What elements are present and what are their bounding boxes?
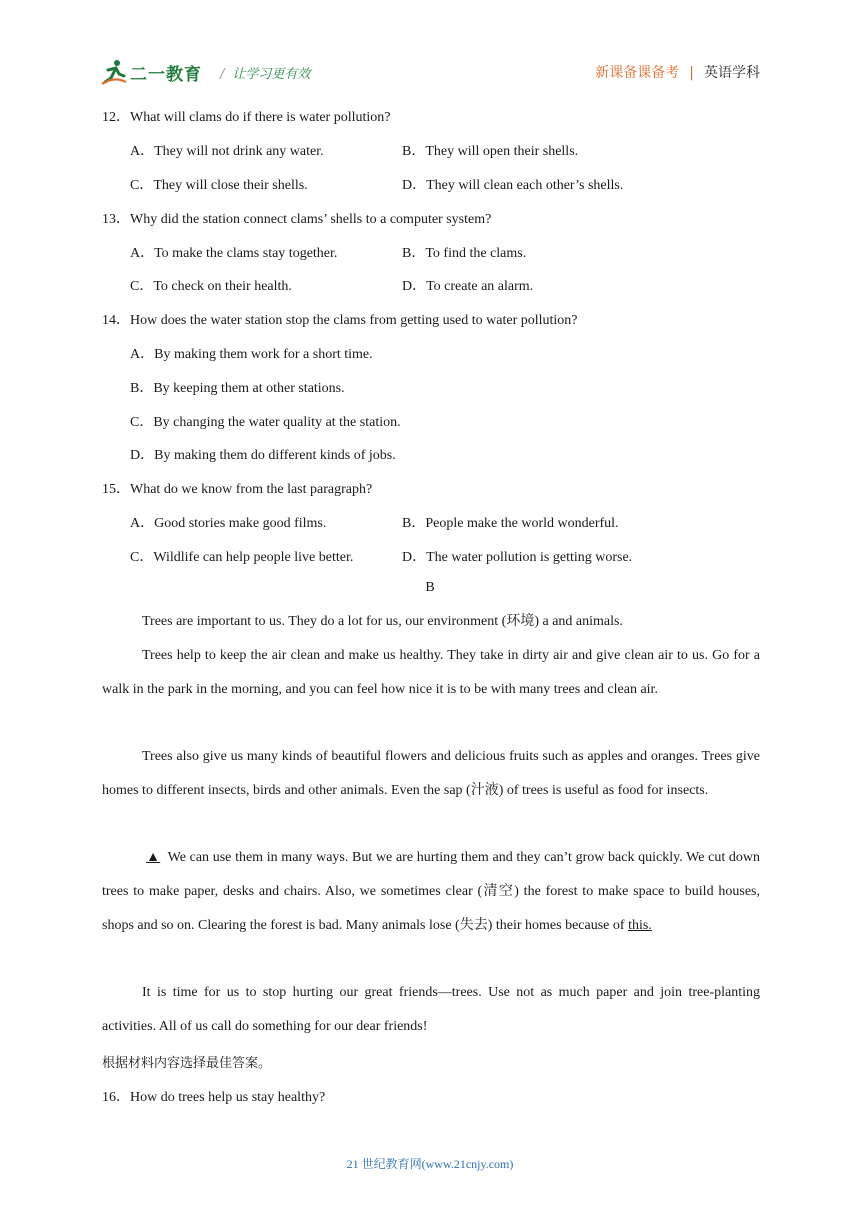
paragraph-text: Trees also give us many kinds of beautiful flowers and delicious fruits such as apples and oranges. Trees give homes to different insects, birds and other animals. Even the sap (汁液) of trees is useful as food for insects. bbox=[102, 749, 760, 798]
option-15b: B．People make the world wonderful. bbox=[402, 516, 619, 531]
question-text: What do we know from the last paragraph? bbox=[130, 482, 373, 497]
option-13c: C．To check on their health. bbox=[130, 279, 292, 294]
option-12d: D．They will clean each other’s shells. bbox=[402, 178, 624, 193]
question-16 bbox=[102, 1086, 325, 1106]
option-12b: B．They will open their shells. bbox=[402, 144, 579, 159]
footer-site: 21 世纪教育网(www.21cnjy.com) bbox=[346, 1157, 514, 1171]
header-course-info bbox=[595, 62, 760, 82]
question-12 bbox=[102, 106, 390, 126]
option-15d: D．The water pollution is getting worse. bbox=[402, 550, 633, 565]
question-text: Why did the station connect clams’ shells to a computer system? bbox=[130, 212, 492, 227]
option-14d: D．By making them do different kinds of jobs. bbox=[130, 448, 396, 463]
option-12c: C．They will close their shells. bbox=[130, 178, 308, 193]
runner-logo-icon bbox=[100, 58, 128, 86]
slogan-slash: / bbox=[220, 67, 225, 82]
passage-paragraph-1 bbox=[102, 605, 760, 639]
slogan-text: 让学习更有效 bbox=[232, 67, 311, 82]
question-number: 14． bbox=[102, 313, 130, 328]
question-text: How do trees help us stay healthy? bbox=[130, 1090, 326, 1105]
question-13 bbox=[102, 208, 491, 228]
question-text: How does the water station stop the clams from getting used to water pollution? bbox=[130, 313, 578, 328]
passage-paragraph-5 bbox=[102, 976, 760, 1044]
option-14b: B．By keeping them at other stations. bbox=[130, 381, 345, 396]
passage-paragraph-4 bbox=[102, 841, 760, 942]
option-15a: A．Good stories make good films. bbox=[130, 516, 327, 531]
header-separator: | bbox=[689, 65, 694, 81]
question-number: 13． bbox=[102, 212, 130, 227]
logo-text: 二一教育 bbox=[130, 64, 202, 85]
option-13a: A．To make the clams stay together. bbox=[130, 246, 338, 261]
question-number: 12． bbox=[102, 110, 130, 125]
paragraph-text: We can use them in many ways. But we are hurting them and they can’t grow back quickly. We cut down trees to make paper, desks and chairs. Also, we sometimes clear (清空) the forest to make space to build houses, shops and so on. Clearing the forest is bad. Many animals lose (失去) their homes because of bbox=[102, 850, 761, 933]
passage-paragraph-3 bbox=[102, 740, 760, 808]
paragraph-text: Trees are important to us. They do a lot for us, our environment (环境) a and animals. bbox=[142, 614, 623, 629]
section-label: B bbox=[425, 580, 435, 595]
logo bbox=[100, 58, 202, 86]
option-13d: D．To create an alarm. bbox=[402, 279, 534, 294]
page-header bbox=[100, 52, 760, 92]
question-15 bbox=[102, 478, 372, 498]
question-text: What will clams do if there is water pollution? bbox=[130, 110, 391, 125]
paragraph-text: Trees help to keep the air clean and make us healthy. They take in dirty air and give clean air to us. Go for a walk in the park in the morning, and you can feel how nice it is to be with many trees and clean air. bbox=[102, 648, 760, 697]
subject-label: 英语学科 bbox=[704, 65, 760, 81]
question-number: 15． bbox=[102, 482, 130, 497]
answer-blank-triangle-icon: ▲ bbox=[146, 850, 161, 865]
option-12a: A．They will not drink any water. bbox=[130, 144, 324, 159]
slogan bbox=[220, 63, 310, 82]
option-14a: A．By making them work for a short time. bbox=[130, 347, 373, 362]
question-14 bbox=[102, 309, 578, 329]
option-14c: C．By changing the water quality at the station. bbox=[130, 415, 401, 430]
option-15c: C．Wildlife can help people live better. bbox=[130, 550, 354, 565]
underlined-word: this. bbox=[628, 917, 652, 933]
paragraph-text: It is time for us to stop hurting our great friends—trees. Use not as much paper and join tree-planting activities. All of us call do something for our dear friends! bbox=[102, 985, 760, 1034]
question-number: 16． bbox=[102, 1090, 130, 1105]
instruction: 根据材料内容选择最佳答案。 bbox=[102, 1056, 272, 1071]
passage-paragraph-2 bbox=[102, 639, 760, 707]
course-label: 新课备课备考 bbox=[595, 65, 680, 81]
option-13b: B．To find the clams. bbox=[402, 246, 527, 261]
